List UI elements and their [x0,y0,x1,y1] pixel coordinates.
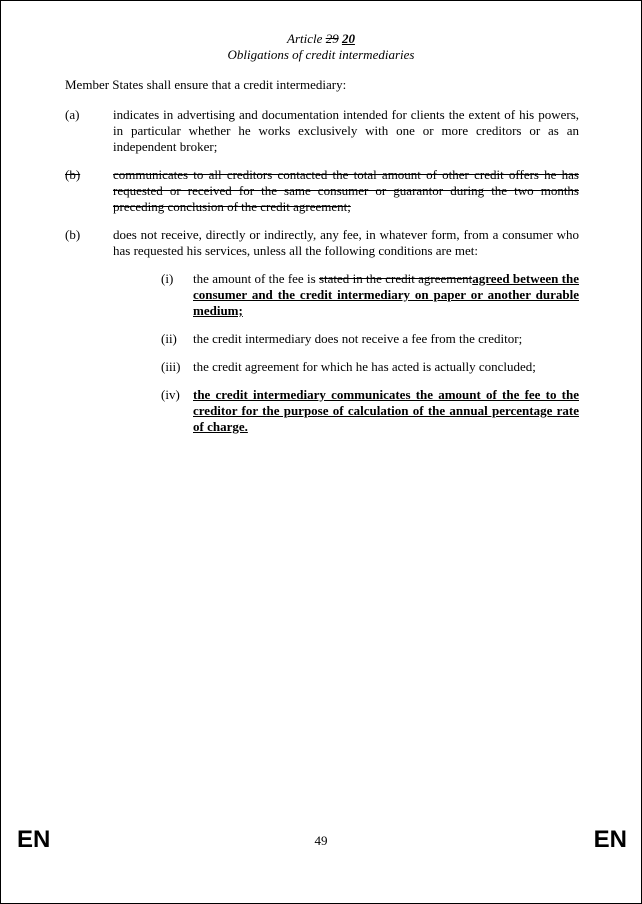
deleted-text: stated in the credit agreement [318,271,473,286]
article-body [65,77,579,447]
page-number: 49 [314,833,328,848]
sub-item-iv [113,387,579,435]
sub-item-label: (iv) [161,387,180,402]
sub-item-i [113,271,579,319]
sub-item-text: the credit agreement for which he has acted is actually concluded; [193,359,536,374]
language-code-left: EN [17,826,51,853]
item-text: indicates in advertising and documentation intended for clients the extent of his powers, in particular whether he works exclusively with one or more creditors or as an independent broker; [113,107,579,154]
item-label: (a) [65,107,80,122]
item-label: (b) [65,167,81,182]
list-item-b [65,227,579,435]
sub-item-text: the credit intermediary does not receive a fee from the creditor; [193,331,523,346]
list-item-a [65,107,579,155]
item-label: (b) [65,227,81,242]
item-text: communicates to all creditors contacted the total amount of other credit offers he has requested or received for the same consumer or guarantor during the two months preceding conclusion of the credit agreement; [113,167,579,214]
article-old-number: 29 [325,31,339,46]
article-subtitle: Obligations of credit intermediaries [227,47,415,62]
article-new-number: 20 [341,31,355,46]
sub-item-iii [113,359,579,375]
language-code-right: EN [593,826,627,853]
item-text: does not receive, directly or indirectly, any fee, in whatever form, from a consumer who has requested his services, unless all the following conditions are met: [113,227,579,258]
article-word: Article [287,31,323,46]
intro-paragraph: Member States shall ensure that a credit intermediary: [65,77,347,92]
sub-item-label: (ii) [161,331,177,346]
sub-item-text: the amount of the fee is [193,271,319,286]
sub-item-label: (iii) [161,359,181,374]
list-item-b-deleted [65,167,579,215]
inserted-text: the credit intermediary communicates the amount of the fee to the creditor for the purpose of calculation of the annual percentage rate of charge. [193,387,579,434]
article-header [1,31,641,63]
inserted-text: agreed between the consumer and the credit intermediary on paper or another durable medium; [193,271,580,318]
article-title [1,31,641,47]
sub-item-label: (i) [161,271,174,286]
sub-item-ii [113,331,579,347]
